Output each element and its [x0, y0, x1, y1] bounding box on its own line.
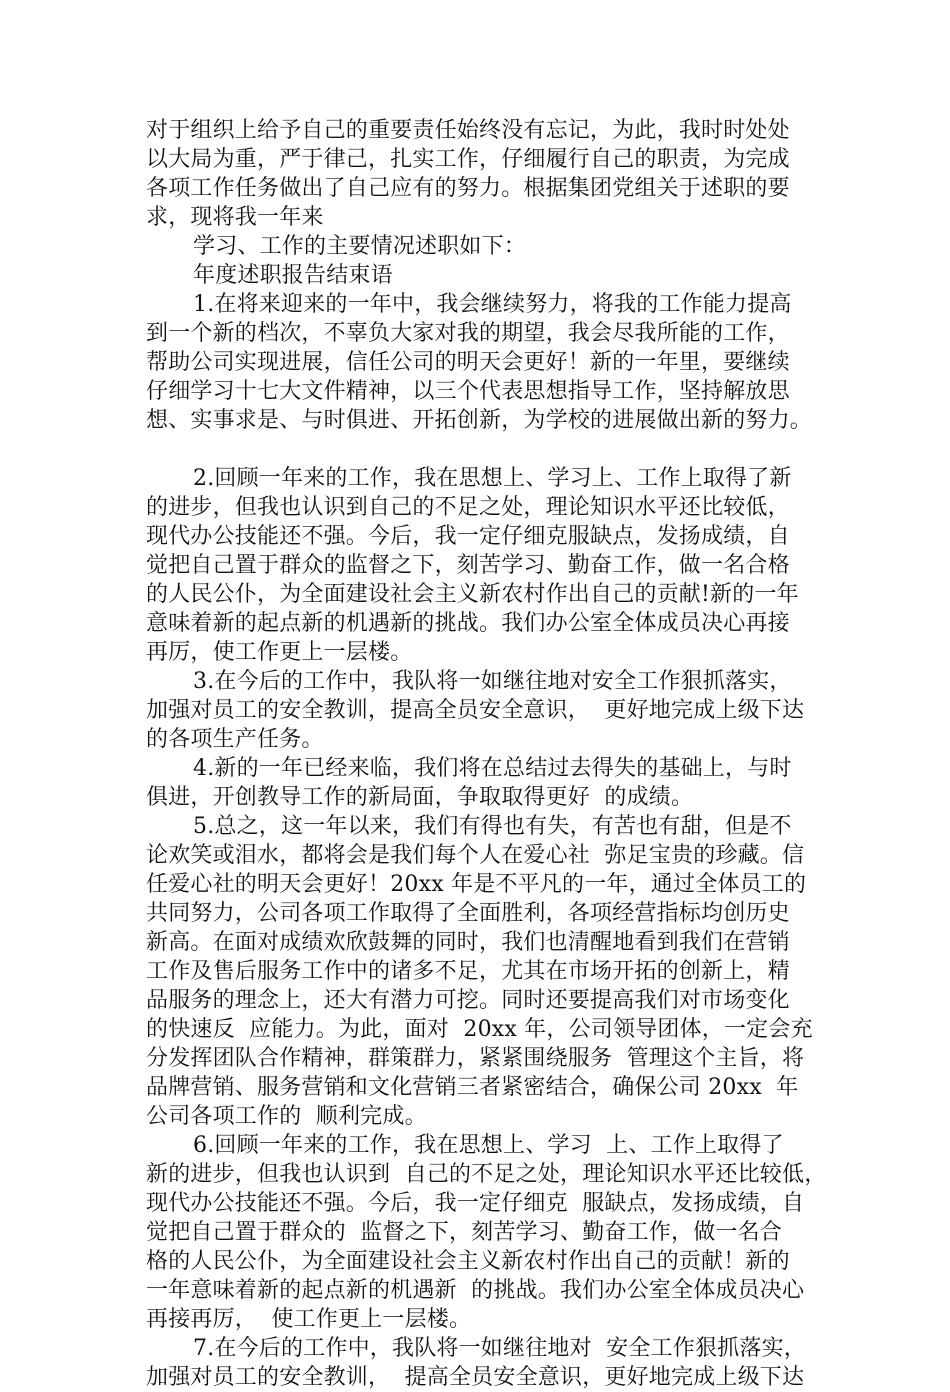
item-1-line: 帮助公司实现进展，信任公司的明天会更好！新的一年里，要继续 — [146, 350, 790, 375]
item-6-line: 觉把自己置于群众的 监督之下，刻苦学习、勤奋工作，做一名合 — [146, 1220, 782, 1245]
item-6-line: 格的人民公仆，为全面建设社会主义新农村作出自己的贡献！新的 — [146, 1249, 790, 1274]
section-title: 年度述职报告结束语 — [193, 263, 393, 288]
item-6-line: 现代办公技能还不强。今后，我一定仔细克 服缺点，发扬成绩，自 — [146, 1191, 805, 1216]
item-5-line: 任爱心社的明天会更好！20xx 年是不平凡的一年，通过全体员工的 — [146, 872, 807, 897]
paragraph-gap — [146, 435, 822, 464]
item-3-line: 的各项生产任务。 — [146, 727, 324, 752]
item-6-line: 新的进步，但我也认识到 自己的不足之处，理论知识水平还比较低， — [146, 1162, 827, 1187]
item-5-line: 公司各项工作的 顺利完成。 — [146, 1104, 427, 1129]
item-2-line: 再厉，使工作更上一层楼。 — [146, 640, 413, 665]
item-7-line: 加强对员工的安全教训， 提高全员安全意识，更好地完成上级下达 — [146, 1365, 805, 1390]
item-3-line: 加强对员工的安全教训，提高全员安全意识， 更好地完成上级下达 — [146, 698, 805, 723]
item-7-line: 7.在今后的工作中，我队将一如继往地对 安全工作狠抓落实， — [193, 1336, 806, 1361]
item-1-line: 想、实事求是、与时俱进、开拓创新，为学校的进展做出新的努力。 — [146, 408, 813, 433]
item-5-line: 的快速反 应能力。为此，面对 20xx 年，公司领导团体，一定会充 — [146, 1017, 813, 1042]
item-4-line: 4.新的一年已经来临，我们将在总结过去得失的基础上，与时 — [193, 756, 792, 781]
intro-line: 对于组织上给予自己的重要责任始终没有忘记，为此，我时时处处 — [146, 118, 790, 143]
item-5-line: 新高。在面对成绩欢欣鼓舞的同时，我们也清醒地看到我们在营销 — [146, 930, 790, 955]
intro-line: 以大局为重，严于律己，扎实工作，仔细履行自己的职责，为完成 — [146, 147, 790, 172]
intro-continuation: 学习、工作的主要情况述职如下： — [193, 234, 527, 259]
item-1-line: 仔细学习十七大文件精神，以三个代表思想指导工作，坚持解放思 — [146, 379, 790, 404]
document-body — [146, 116, 827, 1392]
item-2-line: 的人民公仆，为全面建设社会主义新农村作出自己的贡献!新的一年 — [146, 582, 799, 607]
item-2-line: 意味着新的起点新的机遇新的挑战。我们办公室全体成员决心再接 — [146, 611, 790, 636]
item-4-line: 俱进，开创教导工作的新局面，争取取得更好 的成绩。 — [146, 785, 694, 810]
item-3-line: 3.在今后的工作中，我队将一如继往地对安全工作狠抓落实， — [193, 669, 792, 694]
item-5-line: 论欢笑或泪水，都将会是我们每个人在爱心社 弥足宝贵的珍藏。信 — [146, 843, 805, 868]
item-5-line: 分发挥团队合作精神，群策群力，紧紧围绕服务 管理这个主旨，将 — [146, 1046, 805, 1071]
intro-line: 各项工作任务做出了自己应有的努力。根据集团党组关于述职的要 — [146, 176, 790, 201]
item-1-line: 1.在将来迎来的一年中，我会继续努力，将我的工作能力提高 — [193, 292, 792, 317]
item-2-line: 现代办公技能还不强。今后，我一定仔细克服缺点，发扬成绩，自 — [146, 524, 790, 549]
item-5-line: 品牌营销、服务营销和文化营销三者紧密结合，确保公司 20xx 年 — [146, 1075, 799, 1100]
item-2-line: 2.回顾一年来的工作，我在思想上、学习上、工作上取得了新 — [193, 466, 792, 491]
item-5-line: 共同努力，公司各项工作取得了全面胜利，各项经营指标均创历史 — [146, 901, 790, 926]
item-1-line: 到一个新的档次，不辜负大家对我的期望，我会尽我所能的工作， — [146, 321, 790, 346]
item-5-line: 品服务的理念上，还大有潜力可挖。同时还要提高我们对市场变化 — [146, 988, 790, 1013]
item-6-line: 一年意味着新的起点新的机遇新 的挑战。我们办公室全体成员决心 — [146, 1278, 805, 1303]
item-5-line: 5.总之，这一年以来，我们有得也有失，有苦也有甜，但是不 — [193, 814, 792, 839]
item-5-line: 工作及售后服务工作中的诸多不足，尤其在市场开拓的创新上，精 — [146, 959, 790, 984]
item-2-line: 的进步，但我也认识到自己的不足之处，理论知识水平还比较低， — [146, 495, 790, 520]
item-6-line: 6.回顾一年来的工作，我在思想上、学习 上、工作上取得了 — [193, 1133, 784, 1158]
item-2-line: 觉把自己置于群众的监督之下，刻苦学习、勤奋工作，做一名合格 — [146, 553, 790, 578]
item-6-line: 再接再厉， 使工作更上一层楼。 — [146, 1307, 472, 1332]
intro-line: 求，现将我一年来 — [146, 205, 324, 230]
